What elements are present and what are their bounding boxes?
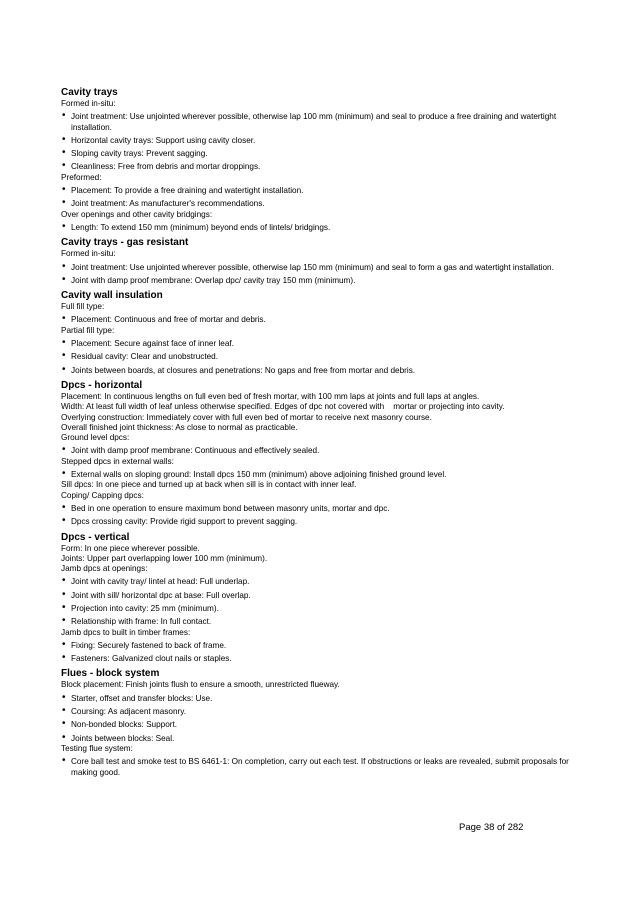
section: [61, 237, 573, 286]
body-text: Jamb dpcs to built in timber frames:: [61, 627, 191, 637]
bullet-icon: •: [62, 350, 66, 362]
section-heading: Dpcs - vertical: [61, 531, 130, 543]
bullet-item: [61, 707, 573, 717]
bullet-item: [61, 501, 573, 514]
bullet-icon: •: [62, 363, 66, 375]
bullet-item: [61, 654, 573, 664]
bullet-item: [61, 691, 573, 704]
bullet-icon: •: [62, 755, 66, 767]
bullet-icon: •: [62, 184, 66, 196]
bullet-icon: •: [62, 718, 66, 730]
body-text: Testing flue system:: [61, 743, 133, 753]
bullet-text: Bed in one operation to ensure maximum bond between masonry units, mortar and dpc.: [71, 503, 390, 513]
bullet-icon: •: [62, 133, 66, 145]
bullet-text: Residual cavity: Clear and unobstructed.: [71, 352, 218, 362]
bullet-text: Placement: Continuous and free of mortar and debris.: [71, 315, 266, 325]
bullet-text: Core ball test and smoke test to BS 6461-1: On completion, carry out each test. If obstructions or leaks are revealed, submit proposals for making good.: [71, 757, 569, 777]
bullet-item: [61, 517, 573, 527]
bullet-item: [61, 731, 573, 744]
body-text: Over openings and other cavity bridgings:: [61, 209, 213, 219]
bullet-icon: •: [62, 273, 66, 285]
body-text: Coping/ Capping dpcs:: [61, 490, 144, 500]
body-text: Jamb dpcs at openings:: [61, 564, 148, 574]
bullet-icon: •: [62, 501, 66, 513]
bullet-item: [61, 162, 573, 172]
bullet-item: [61, 315, 573, 325]
bullet-text: Joint treatment: As manufacturer's recommendations.: [71, 199, 265, 209]
bullet-text: Coursing: As adjacent masonry.: [71, 707, 186, 717]
section-heading: Flues - block system: [61, 668, 160, 680]
bullet-item: [61, 588, 573, 601]
bullet-item: [61, 577, 573, 587]
bullet-icon: •: [62, 615, 66, 627]
bullet-item: [61, 757, 573, 778]
bullet-icon: •: [62, 313, 66, 325]
bullet-text: Fixing: Securely fastened to back of frame.: [71, 640, 227, 650]
bullet-text: Length: To extend 150 mm (minimum) beyond ends of lintels/ bridgings.: [71, 222, 331, 232]
bullet-text: Fasteners: Galvanized clout nails or staples.: [71, 654, 232, 664]
body-text: Width: At least full width of leaf unless otherwise specified. Edges of dpc not covered with mortar or projecting into cavity.: [61, 402, 505, 412]
bullet-icon: •: [62, 691, 66, 703]
body-text: Joints: Upper part overlapping lower 100 mm (minimum).: [61, 553, 268, 563]
bullet-icon: •: [62, 638, 66, 650]
bullet-text: Non-bonded blocks: Support.: [71, 720, 178, 730]
bullet-item: [61, 470, 573, 480]
bullet-item: [61, 133, 573, 146]
bullet-text: Starter, offset and transfer blocks: Use.: [71, 693, 213, 703]
body-text: Sill dpcs: In one piece and turned up at back when sill is in contact with inner leaf.: [61, 480, 357, 490]
section-heading: Dpcs - horizontal: [61, 379, 143, 391]
bullet-text: Horizontal cavity trays: Support using cavity closer.: [71, 135, 256, 145]
bullet-icon: •: [62, 160, 66, 172]
bullet-icon: •: [62, 705, 66, 717]
bullet-icon: •: [62, 110, 66, 122]
body-text: Overall finished joint thickness: As close to normal as practicable.: [61, 422, 298, 432]
bullet-icon: •: [62, 468, 66, 480]
bullet-icon: •: [62, 652, 66, 664]
bullet-item: [61, 220, 573, 233]
bullet-text: Dpcs crossing cavity: Provide rigid support to prevent sagging.: [71, 517, 298, 527]
bullet-icon: •: [62, 575, 66, 587]
bullet-text: Joints between boards, at closures and penetrations: No gaps and free from mortar and debris.: [71, 365, 416, 375]
body-text: Ground level dpcs:: [61, 433, 130, 443]
body-text: Block placement: Finish joints flush to ensure a smooth, unrestricted flueway.: [61, 680, 340, 690]
document-body: [61, 83, 573, 781]
bullet-item: [61, 638, 573, 651]
section: [61, 290, 573, 376]
bullet-item: [61, 720, 573, 730]
body-text: Full fill type:: [61, 302, 105, 312]
bullet-item: [61, 363, 573, 376]
bullet-item: [61, 112, 573, 133]
section-heading: Cavity wall insulation: [61, 290, 163, 302]
section: [61, 87, 573, 233]
body-text: Form: In one piece wherever possible.: [61, 543, 200, 553]
bullet-icon: •: [62, 337, 66, 349]
bullet-item: [61, 601, 573, 614]
bullet-item: [61, 149, 573, 159]
bullet-text: Sloping cavity trays: Prevent sagging.: [71, 149, 208, 159]
bullet-item: [61, 199, 573, 209]
body-text: Preformed:: [61, 172, 102, 182]
section: [61, 380, 573, 528]
body-text: Formed in-situ:: [61, 99, 116, 108]
body-text: Partial fill type:: [61, 325, 115, 335]
bullet-icon: •: [62, 147, 66, 159]
section: [61, 532, 573, 665]
bullet-icon: •: [62, 220, 66, 232]
body-text: Stepped dpcs in external walls:: [61, 456, 174, 466]
bullet-item: [61, 260, 573, 273]
bullet-text: Joint treatment: Use unjointed wherever possible, otherwise lap 100 mm (minimum) and seal to produce a free draining and watertight installation.: [71, 112, 557, 132]
bullet-item: [61, 617, 573, 627]
section-heading: Cavity trays: [61, 87, 118, 98]
bullet-text: Cleanliness: Free from debris and mortar droppings.: [71, 162, 261, 172]
bullet-icon: •: [62, 731, 66, 743]
bullet-text: Joint with damp proof membrane: Overlap dpc/ cavity tray 150 mm (minimum).: [71, 275, 356, 285]
bullet-icon: •: [62, 197, 66, 209]
section-heading: Cavity trays - gas resistant: [61, 237, 189, 249]
bullet-text: Projection into cavity: 25 mm (minimum).: [71, 603, 219, 613]
bullet-icon: •: [62, 588, 66, 600]
bullet-text: External walls on sloping ground: Install dpcs 150 mm (minimum) above adjoining finished ground level.: [71, 470, 447, 480]
bullet-text: Placement: To provide a free draining and watertight installation.: [71, 186, 304, 196]
bullet-text: Joint with damp proof membrane: Continuous and effectively sealed.: [71, 446, 320, 456]
bullet-item: [61, 273, 573, 286]
bullet-text: Joint treatment: Use unjointed wherever possible, otherwise lap 150 mm (minimum) and seal to form a gas and watertight installation.: [71, 262, 554, 272]
bullet-text: Joint with sill/ horizontal dpc at base: Full overlap.: [71, 590, 251, 600]
bullet-text: Joint with cavity tray/ lintel at head: Full underlap.: [71, 577, 250, 587]
section: [61, 668, 573, 777]
bullet-item: [61, 352, 573, 362]
body-text: Placement: In continuous lengths on full even bed of fresh mortar, with 100 mm laps at joints and full laps at angles.: [61, 391, 480, 401]
bullet-icon: •: [62, 601, 66, 613]
body-text: Formed in-situ:: [61, 249, 116, 259]
bullet-icon: •: [62, 444, 66, 456]
bullet-icon: •: [62, 515, 66, 527]
bullet-item: [61, 339, 573, 349]
body-text: Overlying construction: Immediately cover with full even bed of mortar to receive next masonry course.: [61, 412, 432, 422]
bullet-item: [61, 186, 573, 196]
page-number: Page 38 of 282: [459, 822, 524, 833]
bullet-icon: •: [62, 260, 66, 272]
bullet-text: Joints between blocks: Seal.: [71, 733, 175, 743]
bullet-text: Relationship with frame: In full contact.: [71, 617, 212, 627]
bullet-item: [61, 446, 573, 456]
bullet-text: Placement: Secure against face of inner leaf.: [71, 339, 234, 349]
